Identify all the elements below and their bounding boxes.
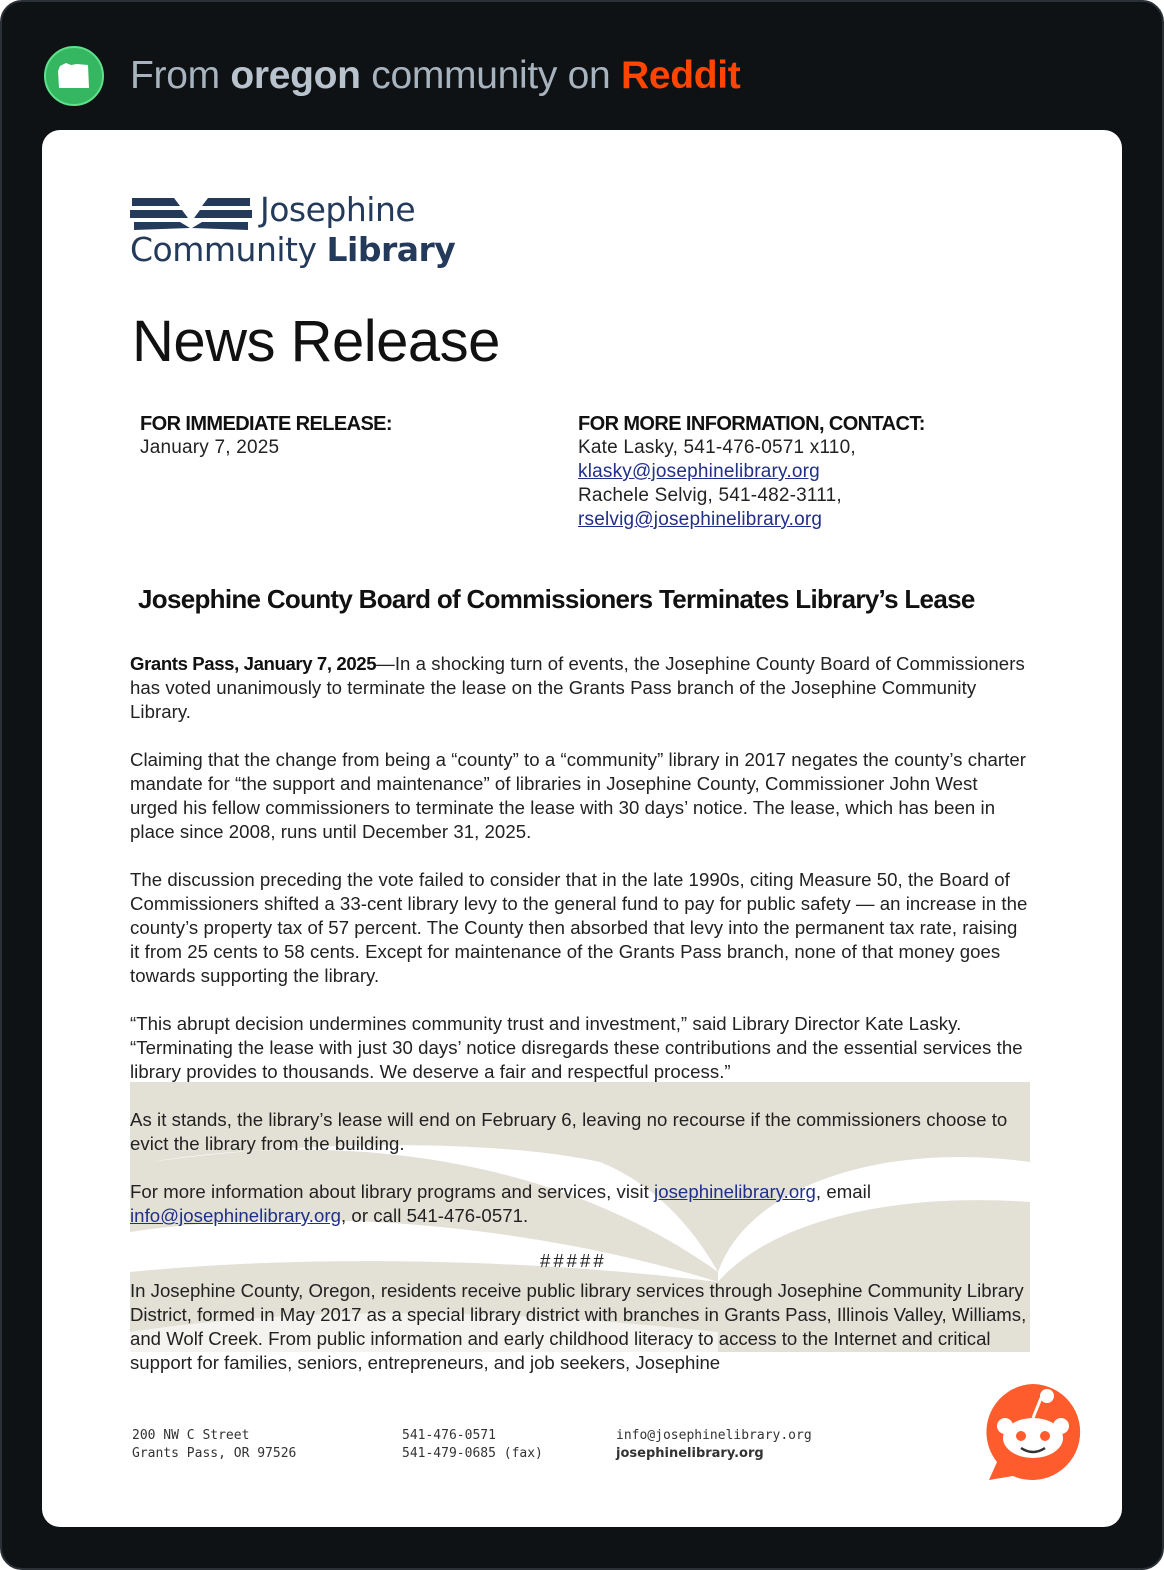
end-marker: ##### (540, 1250, 607, 1271)
release-body (130, 652, 1030, 1252)
contact-2: Rachele Selvig, 541-482-3111, (578, 485, 842, 506)
footer-phone: 541-476-0571 541-479-0685 (fax) (402, 1428, 543, 1461)
contact-1: Kate Lasky, 541-476-0571 x110, (578, 437, 856, 458)
release-date: January 7, 2025 (140, 437, 280, 458)
open-book-icon (130, 194, 252, 232)
footer-address: 200 NW C Street Grants Pass, OR 97526 (132, 1428, 297, 1461)
header-title (130, 54, 741, 98)
library-logo (130, 190, 455, 270)
contact-1-email-link[interactable]: klasky@josephinelibrary.org (578, 461, 820, 482)
logo-line-2: Community Library (130, 230, 456, 269)
header-middle: community on (371, 54, 611, 97)
release-info (140, 412, 392, 460)
paragraph-2: Claiming that the change from being a “county” to a “community” library in 2017 negates the county’s charter mandate for “the support and maintenance” of libraries in Josephine County, Commissioner John West urged his fellow commissioners to terminate the lease with 30 days’ notice. The lease, which has been in place since 2008, runs until December 31, 2025. (130, 749, 1026, 842)
embed-header (44, 44, 741, 108)
paragraph-6: For more information about library programs and services, visit josephinelibrary.org, email info@josephinelibrary.org, or call 541-476-0571. (130, 1181, 872, 1226)
paragraph-3: The discussion preceding the vote failed to consider that in the late 1990s, citing Measure 50, the Board of Commissioners shifted a 33-cent library levy to the general fund to pay for public safety — an increase in the county’s property tax of 57 percent. The County then absorbed that levy into the permanent tax rate, raising it from 25 cents to 58 cents. Except for maintenance of the Grants Pass branch, none of that money goes towards supporting the library. (130, 869, 1028, 986)
headline: Josephine County Board of Commissioners Terminates Library’s Lease (138, 584, 975, 614)
footer-web: info@josephinelibrary.org josephinelibrary.org (616, 1428, 812, 1461)
logo-line-1: Josephine (260, 190, 416, 229)
paragraph-5: As it stands, the library’s lease will end on February 6, leaving no recourse if the commissioners choose to evict the library from the building. (130, 1109, 1008, 1154)
website-link[interactable]: josephinelibrary.org (654, 1181, 816, 1202)
info-email-link[interactable]: info@josephinelibrary.org (130, 1205, 341, 1226)
contact-2-email-link[interactable]: rselvig@josephinelibrary.org (578, 509, 823, 530)
contact-label: FOR MORE INFORMATION, CONTACT: (578, 413, 925, 435)
paragraph-1: Grants Pass, January 7, 2025—In a shocking turn of events, the Josephine County Board of Commissioners has voted unanimously to terminate the lease on the Grants Pass branch of the Josephine Community Library. (130, 653, 1025, 722)
page-title: News Release (132, 309, 500, 374)
reddit-snoo-icon[interactable] (983, 1382, 1085, 1484)
subreddit-link[interactable]: oregon (230, 54, 361, 97)
header-prefix: From (130, 54, 220, 97)
post-image-card[interactable] (42, 130, 1122, 1527)
boilerplate-paragraph: In Josephine County, Oregon, residents receive public library services through Josephine Community Library District, formed in May 2017 as a special library district with branches in Grants Pass, Illinois Valley, Williams, and Wolf Creek. From public information and early childhood literacy to access to the Internet and critical support for families, seniors, entrepreneurs, and job seekers, Josephine (130, 1280, 1027, 1373)
paragraph-4: “This abrupt decision undermines community trust and investment,” said Library Director Kate Lasky. “Terminating the lease with just 30 days’ notice disregards these contributions and the essential services the library provides to thousands. We deserve a fair and respectful process.” (130, 1013, 1023, 1082)
oregon-state-icon[interactable] (44, 46, 104, 106)
reddit-link[interactable]: Reddit (620, 54, 741, 97)
contact-info (578, 412, 925, 532)
release-label: FOR IMMEDIATE RELEASE: (140, 413, 392, 435)
